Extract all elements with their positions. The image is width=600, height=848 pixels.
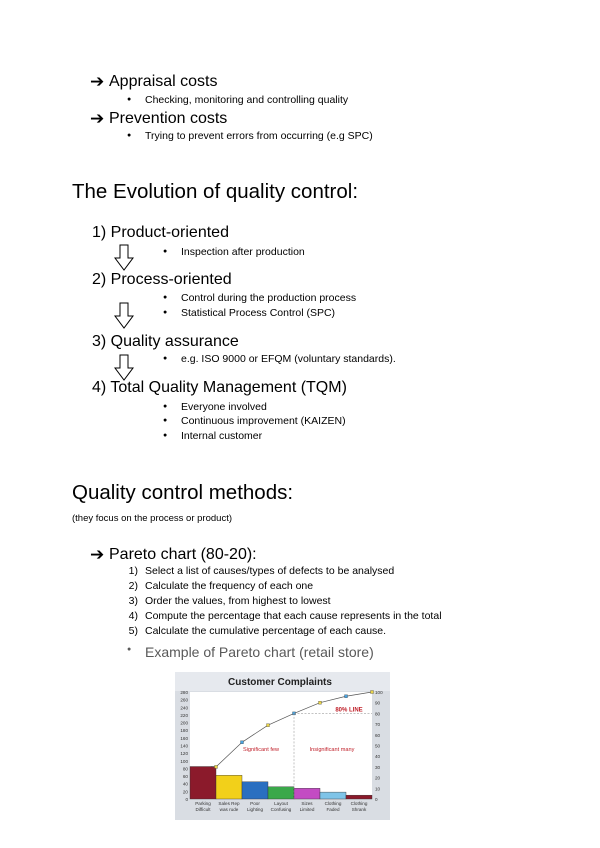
label-significant-few: Significant few bbox=[242, 747, 280, 753]
arrow-icon: ➔ bbox=[90, 545, 105, 564]
left-tick-label: 0 bbox=[185, 797, 188, 802]
prevention-costs-title: Prevention costs bbox=[109, 110, 228, 127]
step-number: 1) bbox=[128, 565, 138, 577]
arrow-icon: ➔ bbox=[90, 109, 105, 128]
left-tick-label: 140 bbox=[180, 743, 188, 749]
arrow-icon: ➔ bbox=[90, 72, 105, 91]
step-text: Calculate the frequency of each one bbox=[145, 580, 314, 592]
label-80-line: 80% LINE bbox=[335, 707, 363, 714]
right-tick-label: 30 bbox=[375, 764, 381, 770]
category-label: Shrank bbox=[351, 807, 367, 812]
methods-heading: Quality control methods: bbox=[72, 481, 294, 504]
category-label: Sales Rep bbox=[218, 801, 240, 806]
step-text: Order the values, from highest to lowest bbox=[145, 595, 331, 607]
step-number: 5) bbox=[128, 625, 138, 637]
left-tick-label: 160 bbox=[180, 735, 188, 741]
category-label: Parking bbox=[195, 801, 211, 806]
step-number: 4) bbox=[128, 610, 138, 622]
category-label: Poor bbox=[250, 801, 260, 806]
right-tick-label: 100 bbox=[375, 690, 383, 695]
example-label: ● Example of Pareto chart (retail store) bbox=[145, 644, 374, 660]
cumulative-point bbox=[371, 691, 374, 694]
label-insignificant-many: Insignificant many bbox=[309, 747, 355, 753]
category-label: Confusing bbox=[270, 807, 292, 812]
category-label: Clothing bbox=[350, 801, 368, 806]
cumulative-point bbox=[267, 724, 270, 727]
left-tick-label: 240 bbox=[180, 705, 188, 711]
stage-2-label: 2) Process-oriented bbox=[92, 271, 232, 288]
right-tick-label: 40 bbox=[375, 754, 381, 760]
right-tick-label: 50 bbox=[375, 743, 381, 749]
evolution-heading: The Evolution of quality control: bbox=[72, 180, 359, 203]
bar bbox=[216, 775, 242, 799]
category-label: Difficult bbox=[195, 807, 211, 812]
stage-3-label: 3) Quality assurance bbox=[92, 333, 239, 350]
left-tick-label: 180 bbox=[180, 728, 188, 734]
step-number: 2) bbox=[128, 580, 138, 592]
left-tick-label: 60 bbox=[182, 774, 188, 780]
right-tick-label: 80 bbox=[375, 711, 381, 717]
left-tick-label: 120 bbox=[180, 751, 188, 757]
cumulative-point bbox=[241, 741, 244, 744]
right-tick-label: 20 bbox=[375, 775, 381, 781]
left-tick-label: 80 bbox=[182, 766, 188, 772]
step-number: 3) bbox=[128, 595, 138, 607]
right-tick-label: 90 bbox=[375, 700, 381, 706]
bar bbox=[294, 788, 320, 799]
bar bbox=[346, 795, 372, 799]
left-tick-label: 20 bbox=[182, 789, 188, 795]
left-tick-label: 40 bbox=[182, 781, 188, 787]
cumulative-point bbox=[215, 765, 218, 768]
chart-title: Customer Complaints bbox=[228, 677, 332, 688]
stage-1-label: 1) Product-oriented bbox=[92, 224, 229, 241]
stage-2-bullet: ● Statistical Process Control (SPC) bbox=[181, 307, 335, 319]
bar bbox=[190, 767, 216, 799]
left-tick-label: 100 bbox=[180, 758, 188, 764]
category-label: Layout bbox=[274, 801, 288, 806]
category-label: was rude bbox=[219, 807, 239, 812]
stage-4-bullet: ● Everyone involved bbox=[181, 401, 267, 413]
pareto-chart bbox=[175, 672, 390, 820]
step-text: Compute the percentage that each cause represents in the total bbox=[145, 610, 442, 622]
left-tick-label: 280 bbox=[180, 690, 188, 695]
step-text: Select a list of causes/types of defects to be analysed bbox=[145, 565, 395, 577]
right-tick-label: 60 bbox=[375, 732, 381, 738]
right-tick-label: 0 bbox=[375, 797, 378, 802]
right-tick-label: 10 bbox=[375, 786, 381, 792]
step-text: Calculate the cumulative percentage of each cause. bbox=[145, 625, 387, 637]
bar bbox=[268, 787, 294, 799]
prevention-costs-bullet: ● Trying to prevent errors from occurring (e.g SPC) bbox=[145, 130, 373, 142]
stage-4-bullet: ● Continuous improvement (KAIZEN) bbox=[181, 415, 346, 427]
appraisal-costs-bullet: ● Checking, monitoring and controlling quality bbox=[145, 94, 348, 106]
category-label: Sizes bbox=[301, 801, 313, 806]
stage-4-label: 4) Total Quality Management (TQM) bbox=[92, 379, 347, 396]
pareto-title: Pareto chart (80-20): bbox=[109, 546, 257, 563]
category-label: Clothing bbox=[324, 801, 342, 806]
appraisal-costs-title: Appraisal costs bbox=[109, 73, 218, 90]
stage-2-bullet: ● Control during the production process bbox=[181, 292, 356, 304]
right-tick-label: 70 bbox=[375, 722, 381, 728]
left-tick-label: 260 bbox=[180, 697, 188, 703]
stage-3-bullet: ● e.g. ISO 9000 or EFQM (voluntary standards). bbox=[181, 353, 396, 365]
cumulative-point bbox=[345, 695, 348, 698]
left-tick-label: 200 bbox=[180, 720, 188, 726]
down-arrow-icon bbox=[113, 244, 135, 272]
bar bbox=[242, 782, 268, 799]
bar bbox=[320, 792, 346, 799]
category-label: Limited bbox=[299, 807, 315, 812]
stage-1-bullet: ● Inspection after production bbox=[181, 246, 305, 258]
category-label: Lighting bbox=[246, 807, 264, 812]
left-tick-label: 220 bbox=[180, 712, 188, 718]
category-label: Faded bbox=[326, 807, 340, 812]
down-arrow-icon bbox=[113, 354, 135, 382]
cumulative-point bbox=[319, 701, 322, 704]
down-arrow-icon bbox=[113, 302, 135, 330]
methods-note: (they focus on the process or product) bbox=[72, 513, 232, 524]
stage-4-bullet: ● Internal customer bbox=[181, 430, 262, 442]
